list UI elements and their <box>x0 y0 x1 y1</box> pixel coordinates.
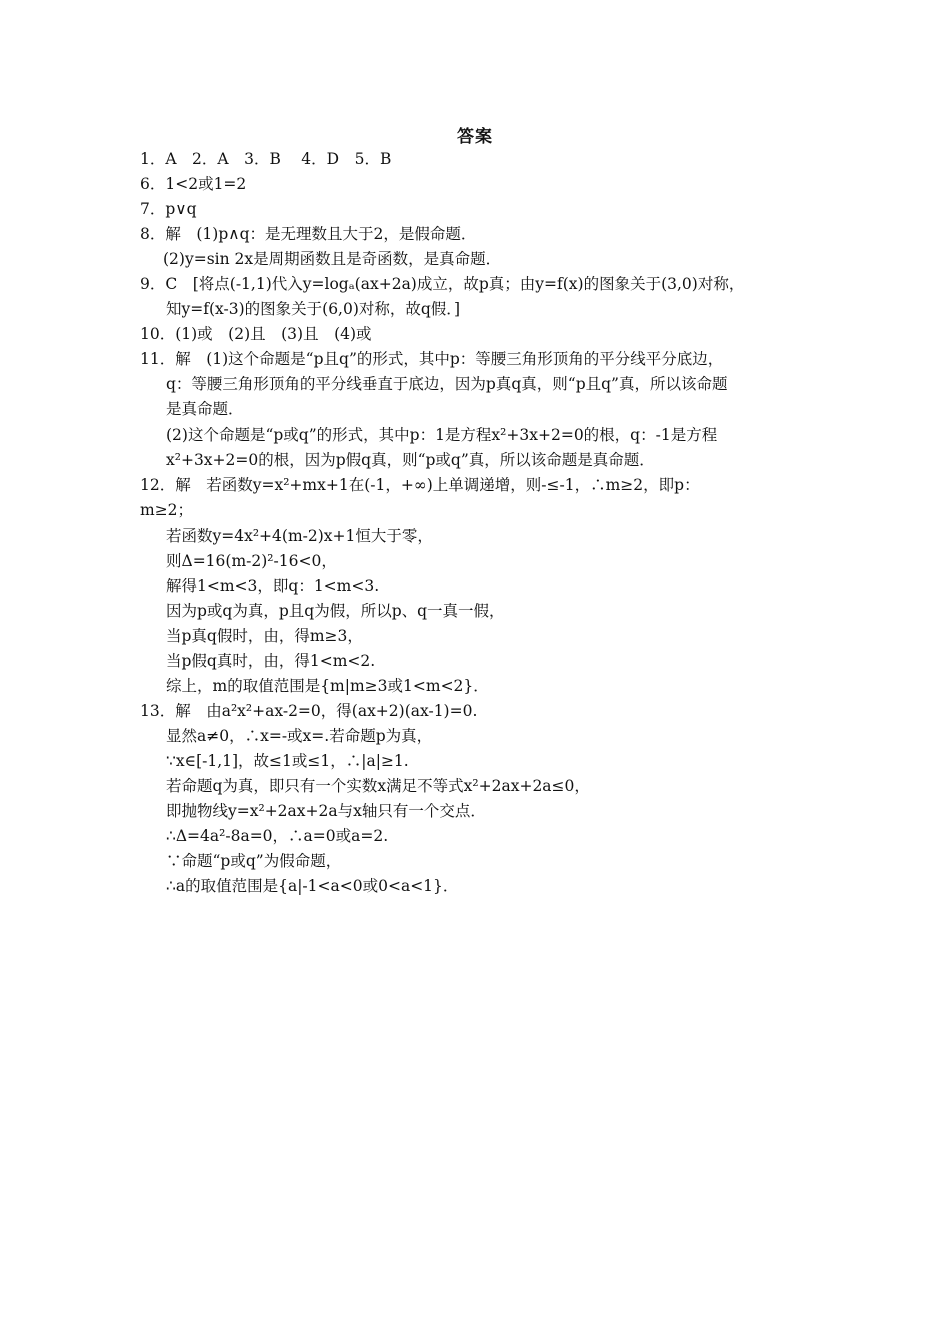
answer-line-13: 13．解 由a²x²+ax-2=0，得(ax+2)(ax-1)=0. <box>140 702 478 720</box>
answer-line-13-c: ∵x∈[-1,1]，故≤1或≤1，∴|a|≥1. <box>166 752 409 770</box>
answer-line-11-cont2: 是真命题． <box>166 400 244 418</box>
answer-line-11-2-cont: x²+3x+2=0的根，因为p假q真，则“p或q”真，所以该命题是真命题． <box>166 451 655 469</box>
answer-line-12: 12．解 若函数y=x²+mx+1在(-1，+∞)上单调递增，则-≤-1，∴m≥2，即p： <box>140 476 700 494</box>
answer-line-13-b: 显然a≠0，∴x=-或x=.若命题p为真， <box>166 727 433 745</box>
page-title: 答案 <box>457 127 493 147</box>
answer-line-12-h: 综上，m的取值范围是{m|m≥3或1<m<2}． <box>166 677 489 695</box>
answer-line-12-cont: m≥2； <box>140 501 194 519</box>
answer-line-13-f: ∴Δ=4a²-8a=0，∴a=0或a=2. <box>166 827 389 845</box>
answer-line-13-d: 若命题q为真，即只有一个实数x满足不等式x²+2ax+2a≤0， <box>166 777 590 795</box>
answer-line-12-e: 因为p或q为真，p且q为假，所以p、q一真一假， <box>166 602 505 620</box>
answer-line-8-2: (2)y=sin 2x是周期函数且是奇函数，是真命题． <box>163 250 502 268</box>
answer-line-9: 9．C [将点(-1,1)代入y=logₐ(ax+2a)成立，故p真；由y=f(x)的图象关于(3,0)对称， <box>140 275 745 293</box>
answer-line-10: 10．(1)或 (2)且 (3)且 (4)或 <box>140 325 372 343</box>
answer-line-12-f: 当p真q假时，由，得m≥3， <box>166 627 363 645</box>
answer-line-12-d: 解得1<m<3，即q：1<m<3. <box>166 577 380 595</box>
answer-line-12-b: 若函数y=4x²+4(m-2)x+1恒大于零， <box>166 527 433 545</box>
answer-line-9-cont: 知y=f(x-3)的图象关于(6,0)对称，故q假．] <box>166 300 461 318</box>
answer-line-13-e: 即抛物线y=x²+2ax+2a与x轴只有一个交点． <box>166 802 486 820</box>
answer-line-1-5: 1．A 2．A 3．B 4．D 5．B <box>140 150 392 168</box>
answer-line-7: 7．p∨q <box>140 200 197 218</box>
answer-line-12-g: 当p假q真时，由，得1<m<2. <box>166 652 376 670</box>
answer-line-13-g: ∵命题“p或q”为假命题， <box>166 852 342 870</box>
answer-line-6: 6．1<2或1=2 <box>140 175 247 193</box>
answer-line-11-cont: q：等腰三角形顶角的平分线垂直于底边，因为p真q真，则“p且q”真，所以该命题 <box>166 375 728 393</box>
answer-line-8: 8．解 (1)p∧q：是无理数且大于2，是假命题． <box>140 225 477 243</box>
answer-line-13-h: ∴a的取值范围是{a|-1<a<0或0<a<1}． <box>166 877 459 895</box>
answer-line-12-c: 则Δ=16(m-2)²-16<0， <box>166 552 337 570</box>
answer-line-11: 11．解 (1)这个命题是“p且q”的形式，其中p：等腰三角形顶角的平分线平分底边， <box>140 350 724 368</box>
answer-line-11-2: (2)这个命题是“p或q”的形式，其中p：1是方程x²+3x+2=0的根，q：-1是方程 <box>166 426 718 444</box>
